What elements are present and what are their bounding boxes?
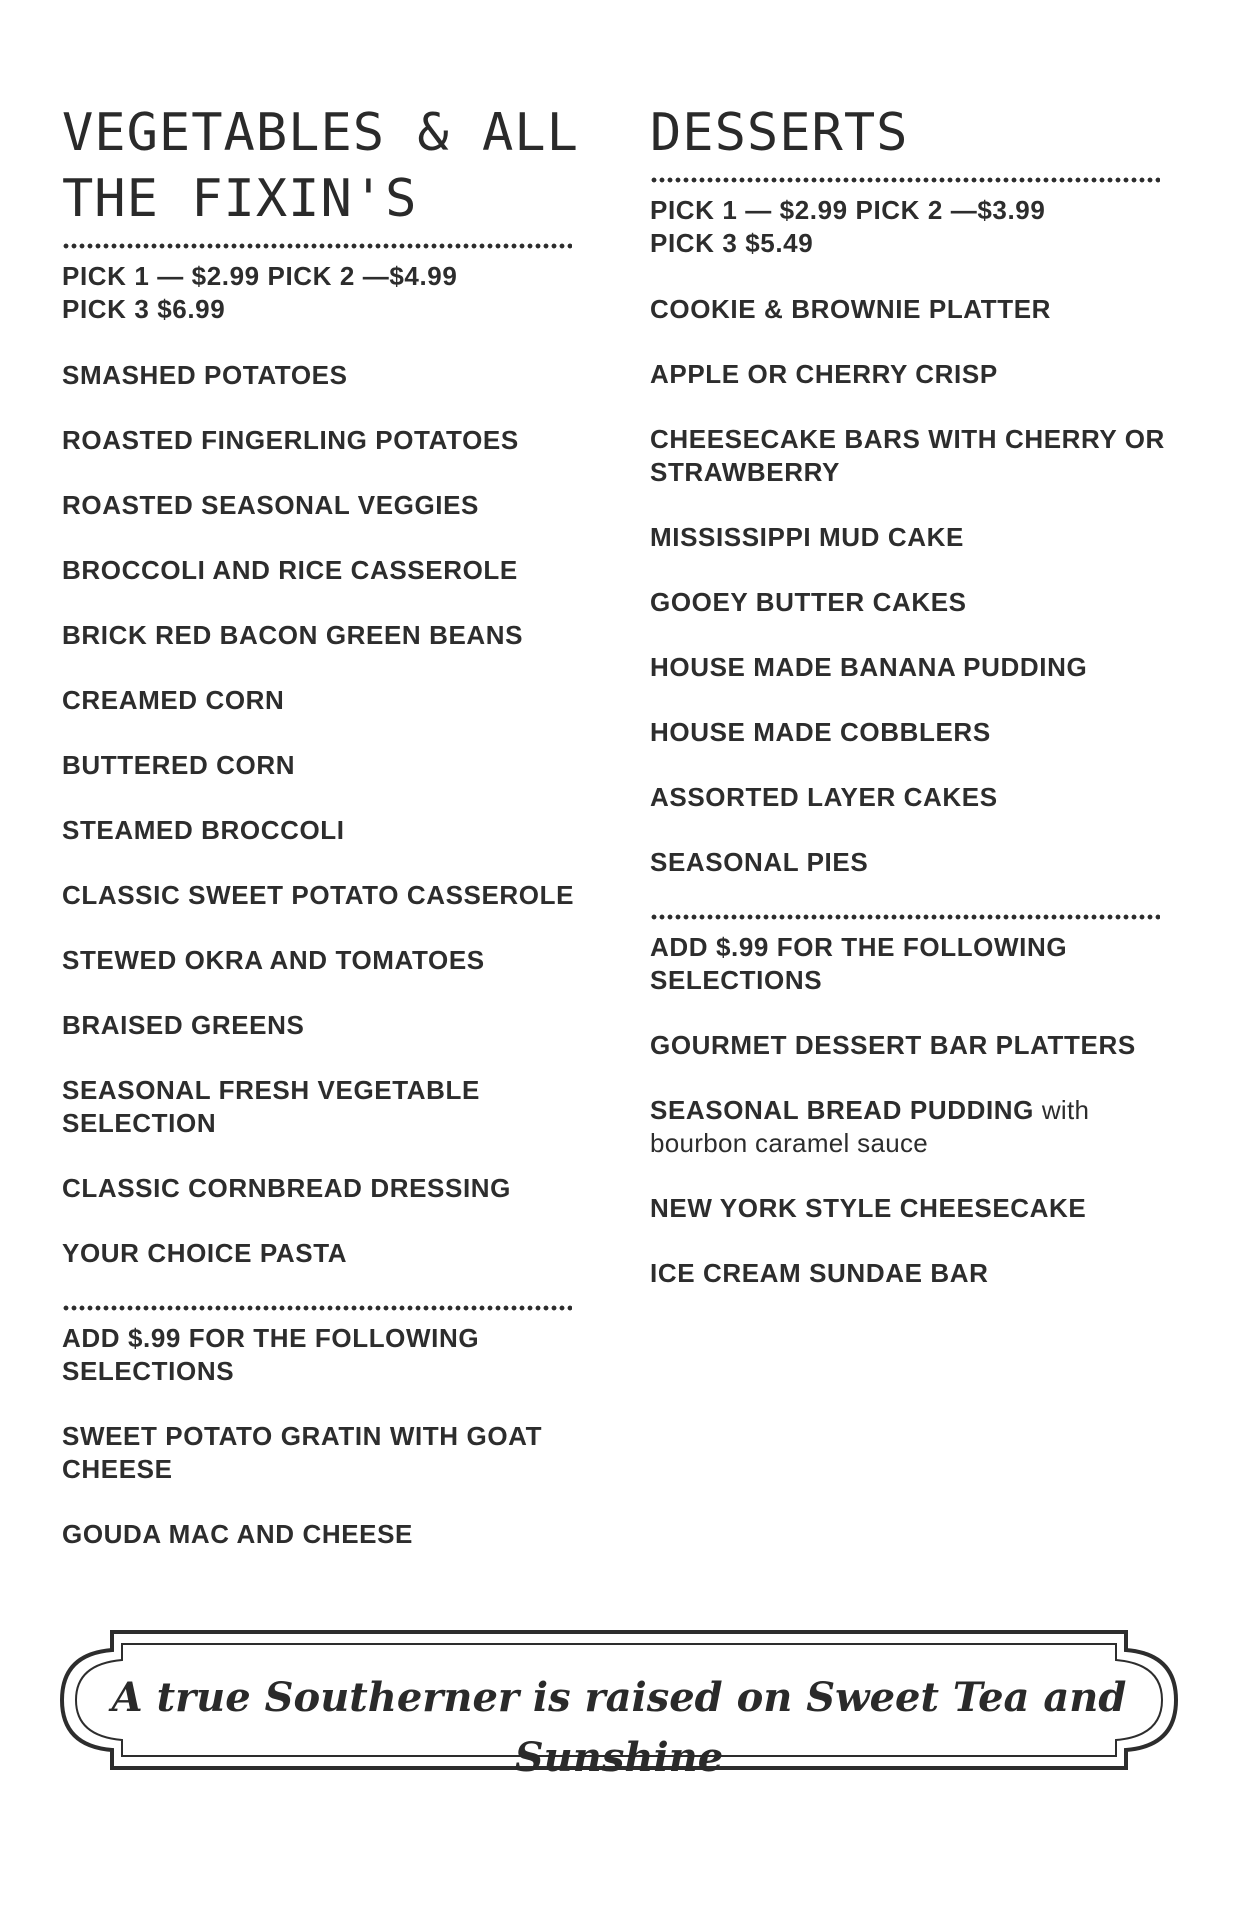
dotted-divider — [650, 176, 1160, 184]
menu-item-name: SEASONAL BREAD PUDDING — [650, 1095, 1034, 1125]
menu-item: CLASSIC CORNBREAD DRESSING — [62, 1173, 511, 1203]
desserts-addon-list — [650, 1029, 1190, 1290]
menu-item: BRAISED GREENS — [62, 1010, 305, 1040]
menu-item: SMASHED POTATOES — [62, 360, 348, 390]
menu-item: BUTTERED CORN — [62, 750, 296, 780]
menu-item: CLASSIC SWEET POTATO CASSEROLE — [62, 880, 575, 910]
desserts-title: DESSERTS — [650, 103, 909, 163]
menu-item — [650, 1094, 1190, 1160]
menu-item-name: NEW YORK STYLE CHEESECAKE — [650, 1193, 1087, 1223]
menu-item: ROASTED SEASONAL VEGGIES — [62, 490, 479, 520]
menu-item: CREAMED CORN — [62, 685, 285, 715]
menu-item: HOUSE MADE COBBLERS — [650, 717, 991, 747]
menu-item: HOUSE MADE BANANA PUDDING — [650, 652, 1088, 682]
menu-item-name: GOURMET DESSERT BAR PLATTERS — [650, 1030, 1136, 1060]
menu-item: MISSISSIPPI MUD CAKE — [650, 522, 964, 552]
menu-item: STEAMED BROCCOLI — [62, 815, 345, 845]
menu-item — [650, 1257, 1190, 1290]
menu-item: GOOEY BUTTER CAKES — [650, 587, 967, 617]
tagline-banner — [60, 1630, 1178, 1781]
menu-item: ROASTED FINGERLING POTATOES — [62, 425, 519, 455]
desserts-list — [650, 293, 1190, 879]
menu-item: APPLE OR CHERRY CRISP — [650, 359, 998, 389]
dotted-divider — [650, 913, 1160, 921]
pricing-line: PICK 1 — $2.99 PICK 2 —$3.99 — [650, 195, 1046, 225]
vegetables-title-line1: VEGETABLES & ALL — [62, 103, 579, 163]
menu-item: GOUDA MAC AND CHEESE — [62, 1519, 413, 1549]
vegetables-pricing — [62, 260, 602, 326]
menu-item: STEWED OKRA AND TOMATOES — [62, 945, 485, 975]
vegetables-section — [62, 100, 602, 1551]
desserts-pricing — [650, 194, 1190, 260]
pricing-line: PICK 3 $6.99 — [62, 294, 226, 324]
vegetables-title-line2: THE FIXIN'S — [62, 169, 418, 229]
menu-item-note: with bourbon caramel sauce — [650, 1095, 1090, 1158]
menu-item: ASSORTED LAYER CAKES — [650, 782, 998, 812]
addon-heading: ADD $.99 FOR THE FOLLOWING SELECTIONS — [650, 932, 1068, 995]
vegetables-title — [62, 100, 602, 232]
menu-item: YOUR CHOICE PASTA — [62, 1238, 348, 1268]
vegetables-addon-section — [62, 1304, 602, 1551]
menu-item: BROCCOLI AND RICE CASSEROLE — [62, 555, 518, 585]
menu-item: SEASONAL FRESH VEGETABLE SELECTION — [62, 1075, 480, 1138]
dotted-divider — [62, 242, 572, 250]
menu-item — [650, 1029, 1190, 1062]
menu-item: BRICK RED BACON GREEN BEANS — [62, 620, 524, 650]
vegetables-list — [62, 359, 602, 1270]
tagline-text: A true Southerner is raised on Sweet Tea and Sunshine — [111, 1674, 1127, 1781]
addon-heading: ADD $.99 FOR THE FOLLOWING SELECTIONS — [62, 1323, 480, 1386]
dotted-divider — [62, 1304, 572, 1312]
menu-item: SEASONAL PIES — [650, 847, 869, 877]
vegetables-addon-list — [62, 1420, 602, 1551]
menu-item — [650, 1192, 1190, 1225]
pricing-line: PICK 3 $5.49 — [650, 228, 814, 258]
menu-item: COOKIE & BROWNIE PLATTER — [650, 294, 1052, 324]
pricing-line: PICK 1 — $2.99 PICK 2 —$4.99 — [62, 261, 458, 291]
desserts-addon-section — [650, 913, 1190, 1290]
desserts-section — [650, 100, 1190, 1290]
menu-item-name: ICE CREAM SUNDAE BAR — [650, 1258, 989, 1288]
menu-item: CHEESECAKE BARS WITH CHERRY OR STRAWBERRY — [650, 424, 1165, 487]
menu-item: SWEET POTATO GRATIN WITH GOAT CHEESE — [62, 1421, 543, 1484]
